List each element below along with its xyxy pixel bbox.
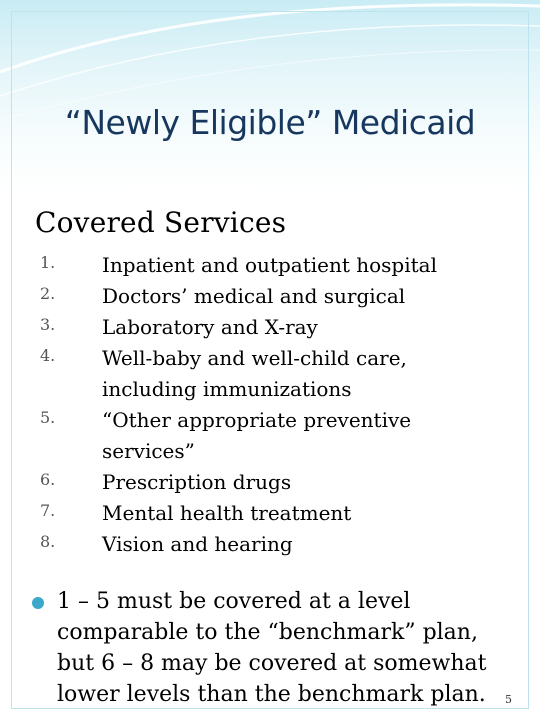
list-item — [0, 498, 540, 529]
covered-services-list — [0, 250, 540, 560]
item-text: Well-baby and well-child care, including immunizations — [102, 346, 407, 401]
item-text: Laboratory and X-ray — [102, 315, 318, 339]
section-heading: Covered Services — [35, 206, 287, 239]
list-item — [0, 312, 540, 343]
bullet-icon — [32, 597, 44, 609]
item-number: 8. — [40, 532, 56, 551]
list-item — [0, 250, 540, 281]
item-text: Vision and hearing — [102, 532, 293, 556]
item-text: Doctors’ medical and surgical — [102, 284, 406, 308]
item-number: 6. — [40, 470, 56, 489]
item-text: “Other appropriate preventive services” — [102, 408, 412, 463]
item-number: 1. — [40, 253, 56, 272]
item-number: 3. — [40, 315, 56, 334]
item-text: Mental health treatment — [102, 501, 352, 525]
list-item — [0, 405, 540, 467]
item-number: 5. — [40, 408, 56, 427]
list-item — [0, 467, 540, 498]
item-text: Prescription drugs — [102, 470, 292, 494]
item-text: Inpatient and outpatient hospital — [102, 253, 437, 277]
page-number: 5 — [505, 693, 512, 706]
item-number: 7. — [40, 501, 56, 520]
item-number: 4. — [40, 346, 56, 365]
bullet-text: 1 – 5 must be covered at a level comparable to the “benchmark” plan, but 6 – 8 may be covered at somewhat lower levels than the benchmark plan. — [57, 589, 487, 707]
list-item — [0, 281, 540, 312]
item-number: 2. — [40, 284, 56, 303]
slide-title: “Newly Eligible” Medicaid — [64, 103, 476, 142]
list-item — [0, 529, 540, 560]
list-item — [0, 343, 540, 405]
